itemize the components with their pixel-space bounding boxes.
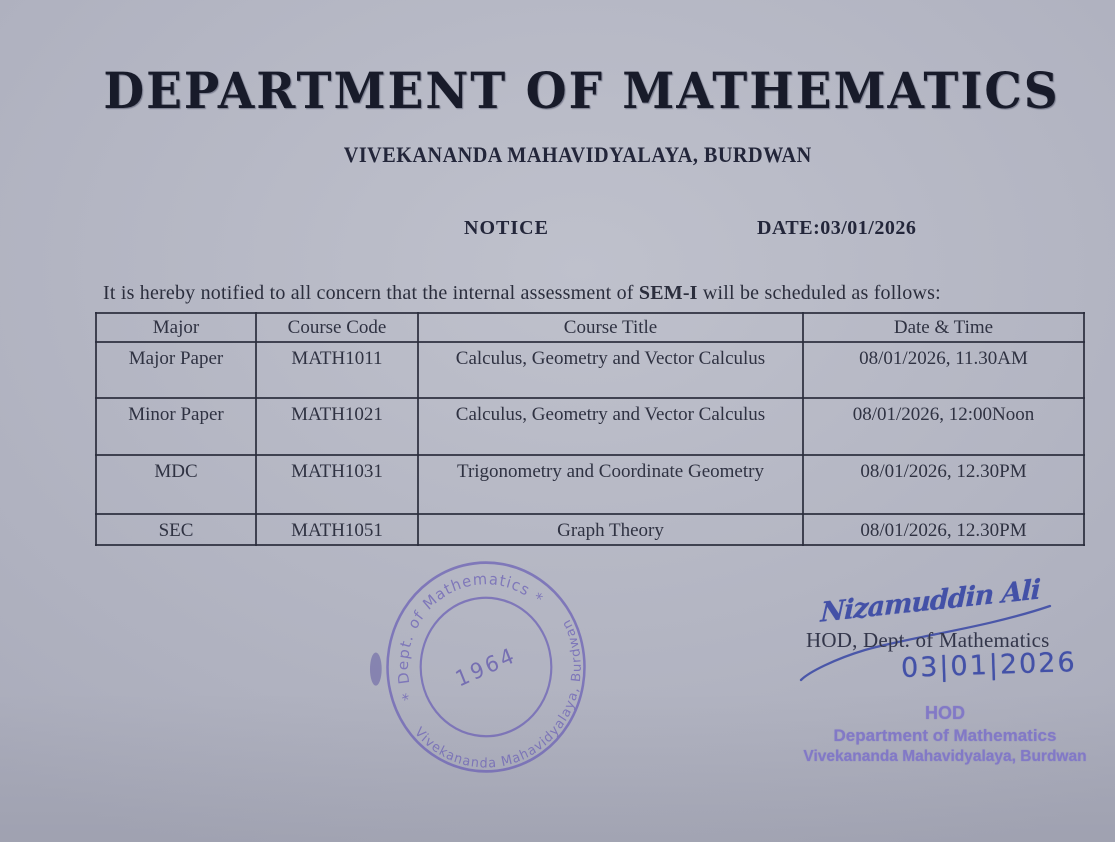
stamp-hod-line: HOD <box>925 703 965 723</box>
seal-top-textpath: * Dept. of Mathematics * <box>394 569 547 703</box>
notice-heading: NOTICE <box>464 217 549 239</box>
hod-printed-title: HOD, Dept. of Mathematics <box>806 628 1050 652</box>
cell-course-title: Calculus, Geometry and Vector Calculus <box>418 342 803 398</box>
cell-course-title: Graph Theory <box>418 514 803 545</box>
body-sem-highlight: SEM-I <box>638 282 698 304</box>
seal-arc-bottom-text <box>410 614 603 791</box>
seal-year-text: 1964 <box>451 641 520 692</box>
department-round-seal <box>369 543 603 791</box>
seal-bottom-textpath: Vivekananda Mahavidyalaya, Burdwan <box>411 616 585 772</box>
stamp-department-line: Department of Mathematics <box>833 726 1057 746</box>
stamp-institution-line: Vivekananda Mahavidyalaya, Burdwan <box>803 747 1087 765</box>
table-row <box>96 514 1084 545</box>
exam-schedule-table <box>95 312 1085 546</box>
header-date-time: Date & Time <box>803 313 1084 342</box>
hod-handwritten-signature: Nizamuddin Ali <box>820 574 1041 629</box>
notice-date: DATE:03/01/2026 <box>757 217 917 239</box>
hod-office-stamp <box>778 702 1112 767</box>
notice-body-text <box>103 282 1088 305</box>
cell-major: MDC <box>96 455 256 514</box>
institution-subtitle: VIVEKANANDA MAHAVIDYALAYA, BURDWAN <box>343 142 812 167</box>
hod-handwritten-date: 03|01|2026 <box>900 646 1078 685</box>
body-part2: will be scheduled as follows: <box>697 282 941 304</box>
department-title: DEPARTMENT OF MATHEMATICS <box>103 62 1060 121</box>
body-part1: It is hereby notified to all concern that the internal assessment of <box>103 282 639 304</box>
cell-course-title: Trigonometry and Coordinate Geometry <box>418 455 803 514</box>
cell-course-code: MATH1011 <box>256 342 418 398</box>
cell-major: Major Paper <box>96 342 256 398</box>
table-header-row <box>96 313 1084 342</box>
table-row <box>96 398 1084 455</box>
cell-course-code: MATH1021 <box>256 398 418 455</box>
cell-date-time: 08/01/2026, 12.30PM <box>803 455 1084 514</box>
cell-major: SEC <box>96 514 256 545</box>
cell-course-title: Calculus, Geometry and Vector Calculus <box>418 398 803 455</box>
cell-major: Minor Paper <box>96 398 256 455</box>
cell-course-code: MATH1051 <box>256 514 418 545</box>
header-major: Major <box>96 313 256 342</box>
table-row <box>96 455 1084 514</box>
cell-date-time: 08/01/2026, 11.30AM <box>803 342 1084 398</box>
cell-course-code: MATH1031 <box>256 455 418 514</box>
table-row <box>96 342 1084 398</box>
cell-date-time: 08/01/2026, 12:00Noon <box>803 398 1084 455</box>
cell-date-time: 08/01/2026, 12.30PM <box>803 514 1084 545</box>
header-course-title: Course Title <box>418 313 803 342</box>
header-course-code: Course Code <box>256 313 418 342</box>
seal-ink-smudge <box>370 653 382 686</box>
